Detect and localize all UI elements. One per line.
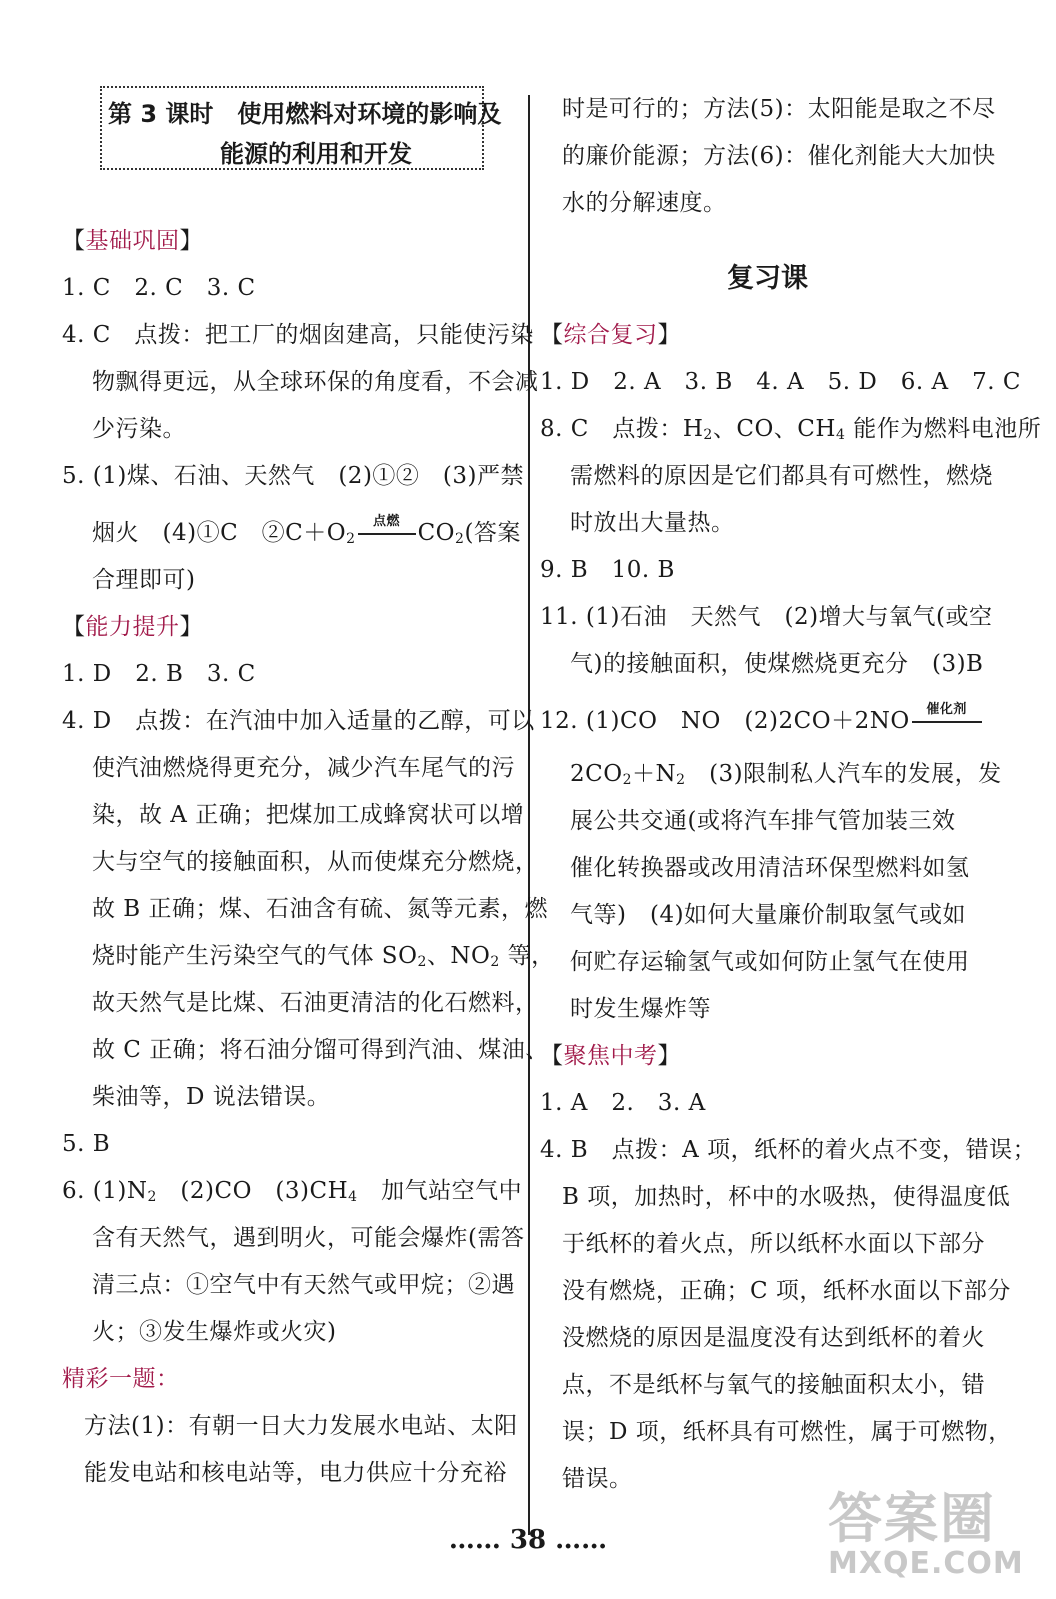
answer-line: 9. B 10. B <box>540 557 675 583</box>
answer-line: $2CO_2+N_2$ (3)限制私人汽车的发展，发 <box>570 761 1002 788</box>
focus-exam-header: 【聚焦中考】 <box>540 1043 681 1069</box>
answer-line: 故 B 正确；煤、石油含有硫、氮等元素，燃 <box>92 896 549 922</box>
answer-line: 8. C 点拨：$H_2$、CO、$CH_4$ 能作为燃料电池所 <box>540 416 1042 443</box>
answer-line: 能发电站和核电站等，电力供应十分充裕 <box>84 1460 507 1486</box>
answer-line: 点，不是纸杯与氧气的接触面积太小，错 <box>562 1372 985 1398</box>
answer-line: 1. A 2. 3. A <box>540 1090 706 1116</box>
answer-line: 时是可行的；方法(5)：太阳能是取之不尽 <box>562 96 996 122</box>
comprehensive-header: 【综合复习】 <box>540 322 681 348</box>
ability-header: 【能力提升】 <box>62 614 203 640</box>
answer-line: 于纸杯的着火点，所以纸杯水面以下部分 <box>562 1231 985 1257</box>
answer-line: 气等) (4)如何大量廉价制取氢气或如 <box>570 902 967 928</box>
wonder-header: 精彩一题： <box>62 1366 180 1392</box>
answer-line: 1. D 2. A 3. B 4. A 5. D 6. A 7. C <box>540 369 1021 395</box>
answer-line: 故天然气是比煤、石油更清洁的化石燃料， <box>92 990 539 1016</box>
answer-line: 5. B <box>62 1131 111 1157</box>
answer-line: 1. D 2. B 3. C <box>62 661 256 687</box>
reaction-arrow: 点燃 <box>358 533 416 535</box>
answer-line: 大与空气的接触面积，从而使煤充分燃烧， <box>92 849 539 875</box>
answer-line: 4. B 点拨：A 项，纸杯的着火点不变，错误； <box>540 1137 1037 1163</box>
answer-line: 方法(1)：有朝一日大力发展水电站、太阳 <box>84 1413 518 1439</box>
answer-line: 4. C 点拨：把工厂的烟囱建高，只能使污染 <box>62 322 534 348</box>
answer-line: 何贮存运输氢气或如何防止氢气在使用 <box>570 949 970 975</box>
basic-header: 【基础巩固】 <box>62 228 203 254</box>
answer-line: 催化转换器或改用清洁环保型燃料如氢 <box>570 855 970 881</box>
answer-line: 火；③发生爆炸或火灾) <box>92 1319 337 1345</box>
answer-line: 的廉价能源；方法(6)：催化剂能大大加快 <box>562 143 996 169</box>
section-title-box <box>100 86 502 170</box>
answer-line: 没燃烧的原因是温度没有达到纸杯的着火 <box>562 1325 985 1351</box>
page-number: …… 38 …… <box>448 1525 608 1555</box>
answer-line: 需燃料的原因是它们都具有可燃性，燃烧 <box>570 463 993 489</box>
section-title-line-2: 能源的利用和开发 <box>220 140 412 168</box>
reaction-arrow: 催化剂 <box>912 721 982 723</box>
watermark-logo: 答案圈 MXQE.COM <box>828 1487 1024 1581</box>
answer-line: 染，故 A 正确；把煤加工成蜂窝状可以增 <box>92 802 525 828</box>
review-lesson-title: 复习课 <box>727 263 808 294</box>
answer-line: 故 C 正确；将石油分馏可得到汽油、煤油、 <box>92 1037 549 1063</box>
column-divider <box>528 95 530 1535</box>
answer-line: 没有燃烧，正确；C 项，纸杯水面以下部分 <box>562 1278 1011 1304</box>
answer-line: 水的分解速度。 <box>562 190 727 216</box>
answer-line: 物飘得更远，从全球环保的角度看，不会减 <box>92 369 539 395</box>
answer-line: 柴油等，D 说法错误。 <box>92 1084 331 1110</box>
answer-line: 烧时能产生污染空气的气体 $SO_2$、$NO_2$ 等， <box>92 943 555 970</box>
answer-line: 误；D 项，纸杯具有可燃性，属于可燃物， <box>562 1419 1012 1445</box>
answer-line: 合理即可) <box>92 567 196 593</box>
answer-line: 11. (1)石油 天然气 (2)增大与氧气(或空 <box>540 604 993 630</box>
equation-line: 12. (1)CO NO (2)2CO＋2NO 催化剂 <box>540 706 984 736</box>
answer-line: 展公共交通(或将汽车排气管加装三效 <box>570 808 956 834</box>
answer-line: 气)的接触面积，使煤燃烧更充分 (3)B <box>570 651 984 677</box>
equation-line: 烟火 (4)①C $②C+O_2$ 点燃 $CO_2$(答案 <box>92 514 521 547</box>
answer-line: 使汽油燃烧得更充分，减少汽车尾气的污 <box>92 755 515 781</box>
answer-line: 时发生爆炸等 <box>570 996 711 1022</box>
answer-line: 6. $(1)N_2$ (2)CO $(3)CH_4$ 加气站空气中 <box>62 1178 523 1205</box>
answer-line: 清三点：①空气中有天然气或甲烷；②遇 <box>92 1272 515 1298</box>
answer-line: 5. (1)煤、石油、天然气 (2)①② (3)严禁 <box>62 463 524 489</box>
answer-line: 时放出大量热。 <box>570 510 735 536</box>
answer-line: 1. C 2. C 3. C <box>62 275 256 301</box>
section-title-line-1: 第 3 课时 使用燃料对环境的影响及 <box>108 100 502 128</box>
answer-line: 错误。 <box>562 1466 633 1492</box>
answer-line: 少污染。 <box>92 416 186 442</box>
answer-line: B 项，加热时，杯中的水吸热，使得温度低 <box>562 1184 1011 1210</box>
answer-line: 4. D 点拨：在汽油中加入适量的乙醇，可以 <box>62 708 535 734</box>
answer-line: 含有天然气，遇到明火，可能会爆炸(需答 <box>92 1225 525 1251</box>
